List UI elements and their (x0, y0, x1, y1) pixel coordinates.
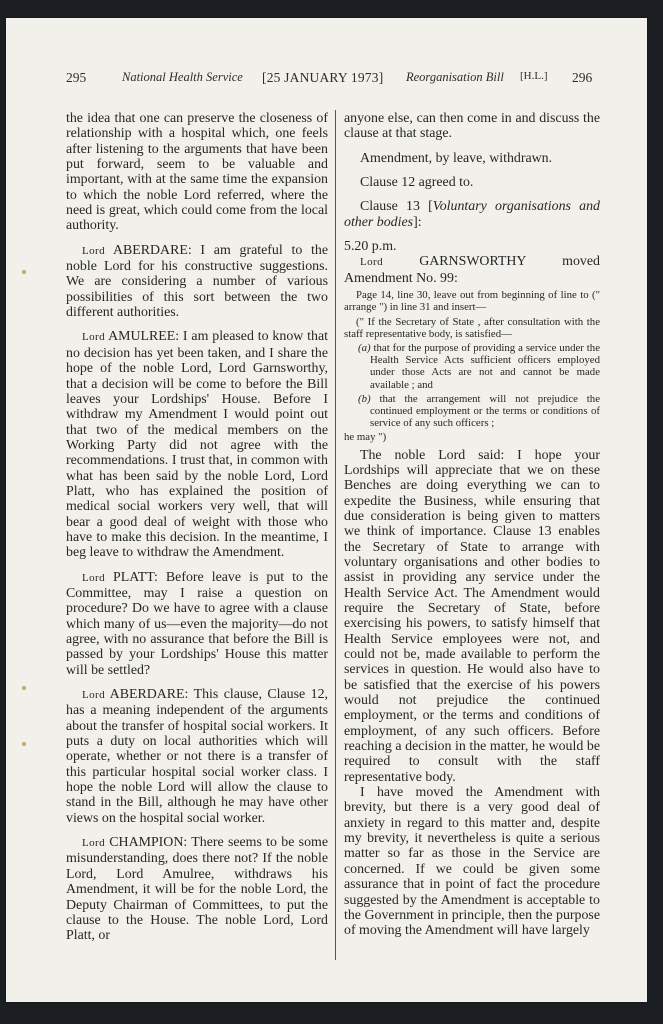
amendment-text: Page 14, line 30, leave out from beginning of line to (" arrange ") in line 31 and insert— (344, 289, 600, 314)
speech-text: : I am grateful to the noble Lord for his constructive suggestions. We are considering a number of various possibilities of this sort between the two different authorities. (66, 242, 328, 321)
paragraph: anyone else, can then come in and discuss the clause at that stage. (344, 111, 600, 142)
title-lord: Lord (82, 244, 105, 257)
motion (344, 254, 600, 286)
speaker-name: PLATT (113, 569, 155, 585)
page-number-left: 295 (66, 70, 87, 85)
clause-agreed: Clause 12 agreed to. (360, 175, 474, 191)
amendment-text: (" If the Secretary of State , after consultation with the staff representative body, is satisfied— (344, 315, 600, 340)
speech-text: : Before leave is put to the Committee, may I raise a question on procedure? Do we have to agree with a clause which many of us—even the majority—do not agree, with no assurance that before the Bill is passed by your Lordships' House this matter will be settled? (66, 569, 328, 678)
title-lord: Lord (82, 331, 105, 344)
document-page (6, 18, 647, 1002)
speech-platt (66, 570, 328, 678)
paragraph: The noble Lord said: I hope your Lordships will appreciate that we on these Benches are doing everything we can to expedite the Business, while ensuring that due consideration is being given to matters we think of importance. Clause 13 enables the Secretary of State to arrange with voluntary organisations and other bodies to assist in providing any service under the Health Service Act. The Amendment would require the Secretary of State, before exercising his powers, to satisfy himself that Health Service employees were not, and could not be, made available to perform the services in question. He would also have to be satisfied that the exercise of his powers would not prejudice the continued employment, or the terms and conditions of employment, of any such officers. Before reaching a decision in the matter, he would be required to consult with the staff representative body. (344, 447, 600, 785)
speech-aberdare-2 (66, 687, 328, 826)
amendment-text: he may ") (344, 431, 387, 444)
header-title-left: National Health Service (122, 70, 243, 84)
right-column (344, 111, 600, 939)
header-title-right: Reorganisation Bill (406, 70, 504, 84)
paragraph: the idea that one can preserve the closeness of relationship with a hospital which, one feels after listening to the arguments that have been put forward, seem to be valuable and important, with at the same time the expansion to which the noble Lord referred, where the need is great, which could come from the local authority. (66, 111, 328, 234)
title-lord: Lord (82, 689, 105, 702)
page-number-right: 296 (572, 70, 593, 85)
header-date: [25 JANUARY 1973] (262, 70, 384, 85)
speaker-name: GARNSWORTHY (419, 254, 526, 270)
motion-text: moved Amendment No. 99: (344, 254, 600, 286)
amendment-item-a: (a) that for the purpose of providing a service under the Health Service Acts sufficient officers employed under those Acts are not and cannot be made available ; and (358, 341, 600, 391)
speech-text: : There seems to be some misunderstanding, does there not? If the noble Lord, Lord Amulree, withdraws his Amendment, it will be for the noble Lord, the Deputy Chairman of Committees, to put the clause to the House. The noble Lord, Lord Platt, or (66, 835, 328, 944)
amendment-withdrawn: Amendment, by leave, withdrawn. (360, 150, 553, 166)
clause-title: Voluntary organisations and other bodies (344, 199, 600, 230)
speech-amulree (66, 329, 328, 560)
timestamp: 5.20 p.m. (344, 239, 397, 255)
title-lord: Lord (82, 837, 105, 850)
title-lord: Lord (82, 571, 105, 584)
paragraph: I have moved the Amendment with brevity, but there is a very good deal of anxiety in regard to this matter and, despite my brevity, it nevertheless is quite a serious matter so far as those in the Service are concerned. If we could be given some assurance that in point of fact the procedure suggested by the Amendment is acceptable to the Government in principle, then the purpose of moving the Amendment will have largely (344, 785, 600, 939)
header-tag: [H.L.] (520, 70, 548, 82)
margin-mark (22, 686, 26, 690)
speaker-name: CHAMPION (109, 835, 184, 851)
column-divider (335, 110, 336, 960)
clause-heading: Clause 13 [Voluntary organisations and other bodies]: (344, 199, 600, 230)
running-header (66, 70, 606, 92)
speech-champion (66, 835, 328, 943)
amendment-item-b: (b) that the arrangement will not prejudice the continued employment or the terms or conditions of service of any such officers ; (358, 392, 600, 430)
speech-text: : I am pleased to know that no decision has yet been taken, and I share the hope of the noble Lord, Lord Garnsworthy, that a decision will be come to before the Bill leaves your Lordships' House. Before I withdraw my Amendment I would point out that two of the medical members on the Working Party did not agree with the recommendations. I trust that, in common with what has been said by the noble Lord, Lord Platt, who has explained the position of medical social workers very well, that will bear a good deal of weight with those who have to make this decision. In the meantime, I beg leave to withdraw the Amendment. (66, 329, 328, 561)
left-column (66, 111, 328, 944)
speaker-name: ABERDARE (112, 242, 188, 258)
speaker-name: ABERDARE (109, 687, 185, 703)
margin-mark (22, 270, 26, 274)
title-lord: Lord (360, 256, 383, 269)
speech-aberdare (66, 243, 328, 321)
margin-mark (22, 742, 26, 746)
speech-text: : This clause, Clause 12, has a meaning independent of the arguments about the transfer of hospital social workers. It puts a duty on local authorities which will operate, whether or not there is a transfer of this particular hospital social worker class. I hope the noble Lord will allow the clause to stand in the Bill, although he may have other views on the hospital social worker. (66, 687, 328, 826)
speaker-name: AMULREE (108, 329, 176, 345)
